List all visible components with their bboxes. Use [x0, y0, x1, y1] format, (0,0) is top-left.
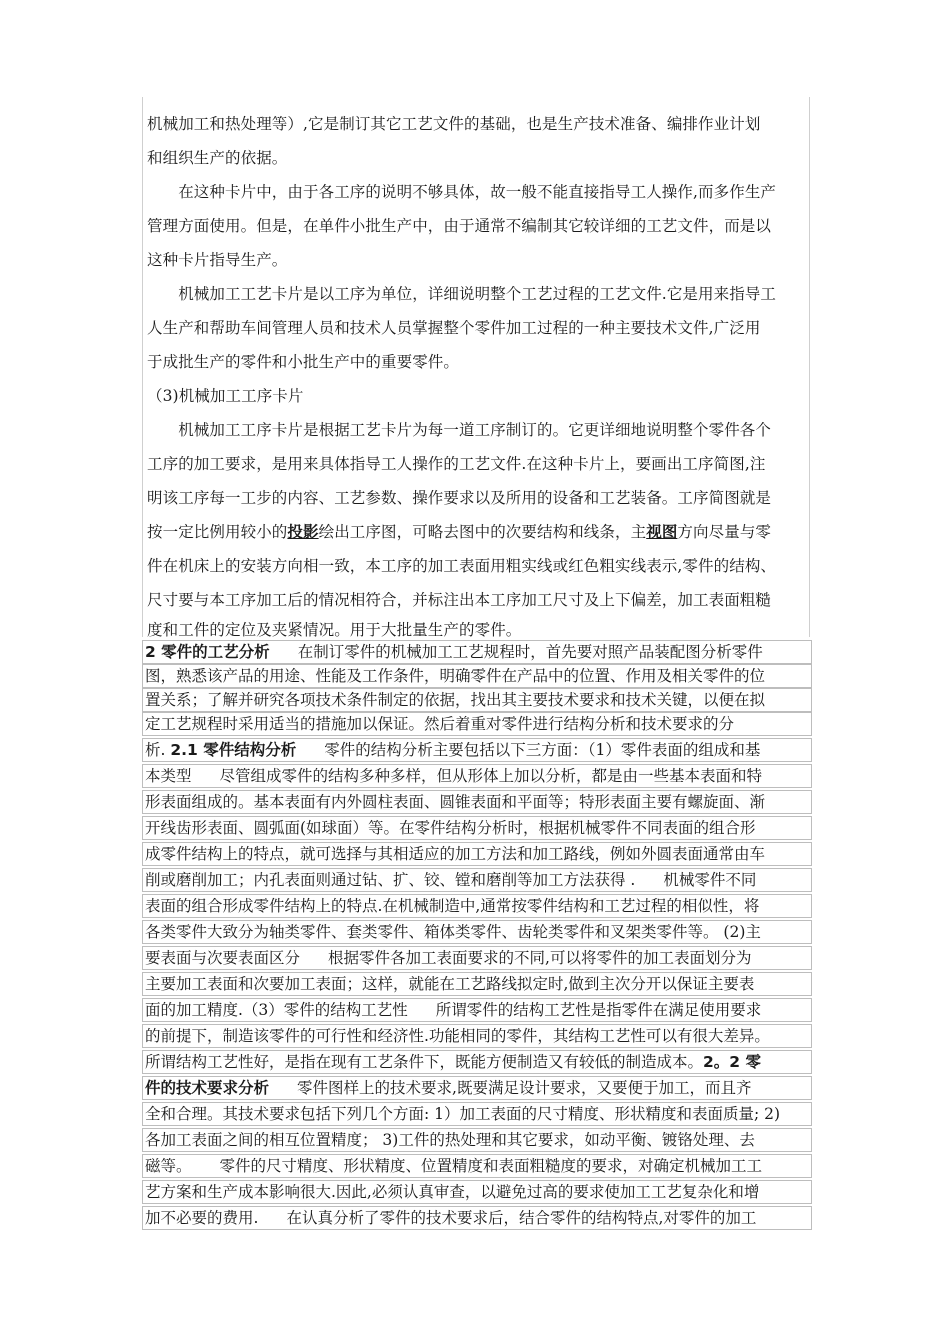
text-line: 艺方案和生产成本影响很大.因此,必须认真审查，以避免过高的要求使加工工艺复杂化和增 [142, 1180, 812, 1204]
text-line: 各类零件大致分为轴类零件、套类零件、箱体类零件、齿轮类零件和叉架类零件等。 (2)主 [142, 920, 812, 944]
text-line [142, 640, 812, 664]
text-line [142, 738, 812, 762]
text-line: 成零件结构上的特点，就可选择与其相适应的加工方法和加工路线，例如外圆表面通常由车 [142, 842, 812, 866]
paragraph-line: 度和工件的定位及夹紧情况。用于大批量生产的零件。 [147, 621, 522, 639]
paragraph-line: 机械加工工艺卡片是以工序为单位，详细说明整个工艺过程的工艺文件.它是用来指导工 [147, 285, 777, 303]
text-line: 主要加工表面和次要加工表面；这样，就能在工艺路线拟定时,做到主次分开以保证主要表 [142, 972, 812, 996]
paragraph-line: 机械加工和热处理等）,它是制订其它工艺文件的基础，也是生产技术准备、编排作业计划 [147, 115, 761, 133]
text-line [142, 1050, 812, 1074]
paragraph-line: 于成批生产的零件和小批生产中的重要零件。 [147, 353, 460, 371]
text-line [142, 1206, 812, 1230]
upper-text-block [142, 97, 810, 637]
text-line: 置关系；了解并研究各项技术条件制定的依据，找出其主要技术要求和技术关键，以便在拟 [142, 688, 812, 712]
text-run: 要表面与次要表面区分 [145, 949, 301, 967]
projection-link[interactable]: 投影 [287, 522, 319, 541]
text-run: 本类型 [145, 767, 192, 785]
paragraph-line: 明该工序每一工步的内容、工艺参数、操作要求以及所用的设备和工艺装备。工序简图就是 [147, 489, 772, 507]
text-line [142, 946, 812, 970]
text-run: 加不必要的费用. [145, 1209, 259, 1227]
text-run: 尽管组成零件的结构多种多样，但从形体上加以分析，都是由一些基本表面和特 [219, 767, 763, 785]
subsection-heading: 2。2 零 [703, 1053, 761, 1071]
subsection-heading: 件的技术要求分析 [145, 1079, 270, 1097]
text-run: 所谓零件的结构工艺性是指零件在满足使用要求 [435, 1001, 762, 1019]
text-run: 方向尽量与零 [677, 523, 772, 541]
text-line: 形表面组成的。基本表面有内外圆柱表面、圆锥表面和平面等；特形表面主要有螺旋面、渐 [142, 790, 812, 814]
view-link[interactable]: 视图 [646, 522, 678, 541]
text-run: 零件图样上的技术要求,既要满足设计要求，又要便于加工，而且齐 [297, 1079, 752, 1097]
text-run: 零件的尺寸精度、形状精度、位置精度和表面粗糙度的要求，对确定机械加工工 [219, 1157, 763, 1175]
text-run: 磁等。 [145, 1157, 192, 1175]
text-line: 的前提下，制造该零件的可行性和经济性.功能相同的零件，其结构工艺性可以有很大差异。 [142, 1024, 812, 1048]
paragraph-line: 管理方面使用。但是，在单件小批生产中，由于通常不编制其它较详细的工艺文件，而是以 [147, 217, 772, 235]
text-line: 表面的组合形成零件结构上的特点.在机械制造中,通常按零件结构和工艺过程的相似性，将 [142, 894, 812, 918]
text-run: 机械零件不同 [663, 871, 757, 889]
text-run: 绘出工序图，可略去图中的次要结构和线条，主 [318, 523, 647, 541]
section-heading: 2 零件的工艺分析 [145, 643, 270, 661]
text-line: 各加工表面之间的相互位置精度； 3)工件的热处理和其它要求，如动平衡、镀铬处理、去 [142, 1128, 812, 1152]
text-run: 所谓结构工艺性好，是指在现有工艺条件下，既能方便制造又有较低的制造成本。 [145, 1053, 704, 1071]
text-line: 全和合理。其技术要求包括下列几个方面: 1）加工表面的尺寸精度、形状精度和表面质量; 2) [142, 1102, 812, 1126]
text-line: 图，熟悉该产品的用途、性能及工作条件，明确零件在产品中的位置、作用及相关零件的位 [142, 664, 812, 688]
text-line: 定工艺规程时采用适当的措施加以保证。然后着重对零件进行结构分析和技术要求的分 [142, 712, 812, 736]
text-run: 析. [145, 741, 166, 759]
paragraph-line: 这种卡片指导生产。 [147, 251, 288, 269]
paragraph-line: 人生产和帮助车间管理人员和技术人员掌握整个零件加工过程的一种主要技术文件,广泛用 [147, 319, 761, 337]
text-line [142, 764, 812, 788]
text-line [142, 1154, 812, 1178]
text-line [142, 998, 812, 1022]
text-run: 面的加工精度.（3）零件的结构工艺性 [145, 1001, 408, 1019]
paragraph-line: 工序的加工要求，是用来具体指导工人操作的工艺文件.在这种卡片上，要画出工序简图,注 [147, 455, 766, 473]
text-run: 在认真分析了零件的技术要求后，结合零件的结构特点,对零件的加工 [286, 1209, 757, 1227]
text-line [142, 1076, 812, 1100]
paragraph-line: 机械加工工序卡片是根据工艺卡片为每一道工序制订的。它更详细地说明整个零件各个 [147, 421, 772, 439]
text-line [142, 868, 812, 892]
paragraph-line [147, 515, 771, 549]
text-run: 根据零件各加工表面要求的不同,可以将零件的加工表面划分为 [328, 949, 752, 967]
paragraph-line: 和组织生产的依据。 [147, 149, 288, 167]
text-run: 削或磨削加工；内孔表面则通过钻、扩、铰、镗和磨削等加工方法获得 . [145, 871, 636, 889]
section-subheading: （3)机械加工工序卡片 [147, 387, 304, 405]
paragraph-line: 件在机床上的安装方向相一致，本工序的加工表面用粗实线或红色粗实线表示,零件的结构、 [147, 557, 777, 575]
text-run: 在制订零件的机械加工工艺规程时，首先要对照产品装配图分析零件 [297, 643, 763, 661]
subsection-heading: 2.1 零件结构分析 [170, 741, 297, 759]
text-line: 开线齿形表面、圆弧面(如球面）等。在零件结构分析时，根据机械零件不同表面的组合形 [142, 816, 812, 840]
text-run: 零件的结构分析主要包括以下三方面：（1）零件表面的组成和基 [324, 741, 761, 759]
paragraph-line: 尺寸要与本工序加工后的情况相符合，并标注出本工序加工尺寸及上下偏差，加工表面粗糙 [147, 591, 772, 609]
text-run: 按一定比例用较小的 [147, 523, 288, 541]
paragraph-line: 在这种卡片中，由于各工序的说明不够具体，故一般不能直接指导工人操作,而多作生产 [147, 183, 777, 201]
